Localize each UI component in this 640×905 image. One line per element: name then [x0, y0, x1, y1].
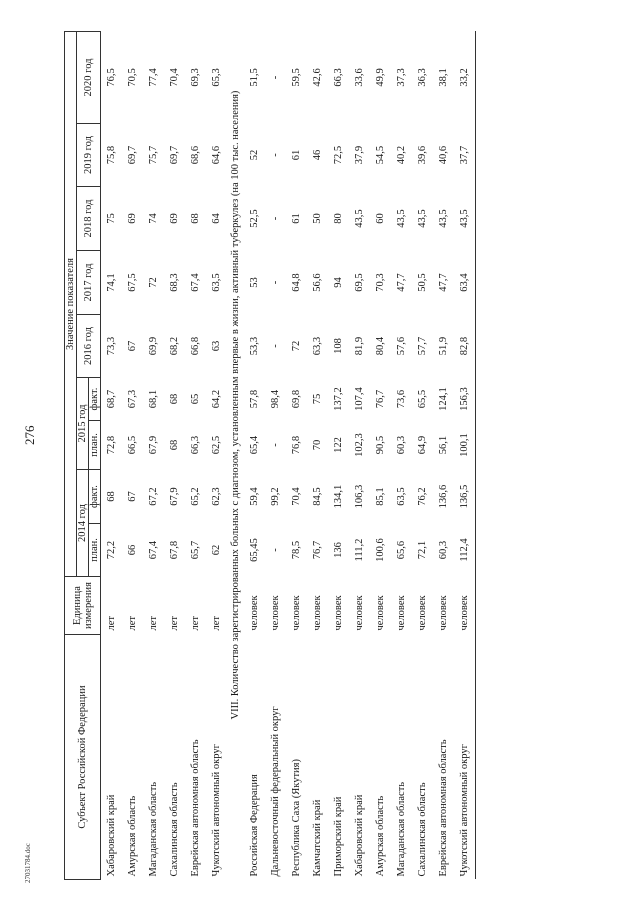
- table-row: [265, 31, 286, 879]
- row-value-cell: 99,2: [270, 487, 281, 506]
- row-value-cell: 65,4: [249, 435, 260, 455]
- row-value-cell: 72,2: [106, 540, 117, 560]
- row-value-cell: 67,5: [127, 273, 138, 292]
- row-value-cell: 65,5: [417, 389, 428, 409]
- row-value-cell: 60: [375, 213, 386, 224]
- row-value-cell: 90,5: [375, 435, 386, 455]
- document-code: 27031784.doc: [24, 843, 32, 883]
- row-unit: человек: [396, 595, 407, 631]
- row-value-cell: 51,5: [249, 68, 260, 87]
- row-subject-name: Хабаровский край: [106, 794, 117, 877]
- row-value-cell: 81,9: [354, 336, 365, 356]
- row-subject-name: Хабаровский край: [354, 794, 365, 877]
- row-subject-name: Амурская область: [127, 795, 138, 877]
- section-row: [227, 31, 244, 879]
- row-value-cell: 72,8: [106, 435, 117, 455]
- row-value-cell: 112,4: [454, 524, 476, 577]
- row-value-cell: 37,3: [396, 68, 407, 87]
- row-unit: человек: [438, 595, 449, 631]
- row-value-cell: 69,8: [291, 389, 302, 409]
- row-value-cell: 136,6: [438, 484, 449, 509]
- row-value-cell: 62,5: [211, 435, 222, 455]
- row-value-cell: 49,9: [375, 68, 386, 87]
- row-value-cell: 56,6: [312, 273, 323, 292]
- row-value-cell: 65,3: [211, 68, 222, 87]
- row-value-cell: 38,1: [438, 68, 449, 87]
- table-row: [101, 31, 123, 879]
- row-value-cell: 64,2: [211, 389, 222, 409]
- row-value-cell: 68: [169, 439, 180, 451]
- row-value-cell: 61: [291, 149, 302, 161]
- row-value-cell: 50,5: [417, 273, 428, 292]
- row-value-cell: 94: [333, 277, 344, 288]
- table-row: [349, 31, 370, 879]
- header-2017: 2017 год: [77, 251, 101, 315]
- table-row: [122, 31, 143, 879]
- row-value-cell: 98,4: [270, 389, 281, 409]
- row-value-cell: 67: [127, 491, 138, 502]
- rotated-table-container: [64, 32, 504, 880]
- row-value-cell: 68,2: [169, 336, 180, 356]
- table-row: [433, 31, 454, 879]
- row-unit: человек: [249, 595, 260, 631]
- row-value-cell: 76,7: [375, 389, 386, 409]
- row-value-cell: 73,6: [396, 389, 407, 409]
- row-value-cell: 64: [211, 213, 222, 224]
- row-value-cell: -: [270, 216, 281, 221]
- row-value-cell: 67,8: [169, 540, 180, 560]
- row-value-cell: 70,4: [291, 487, 302, 506]
- row-subject-name: Республика Саха (Якутия): [291, 759, 302, 877]
- row-subject-name: Приморский край: [333, 796, 344, 877]
- row-value-cell: 136,5: [454, 470, 476, 524]
- row-value-cell: 124,1: [438, 387, 449, 411]
- header-2014: 2014 год: [77, 470, 89, 577]
- row-value-cell: 62,3: [211, 487, 222, 506]
- header-2018: 2018 год: [77, 187, 101, 251]
- row-value-cell: 72,5: [333, 145, 344, 165]
- page-number: 276: [22, 425, 37, 445]
- row-subject-name: Еврейская автономная область: [438, 739, 449, 877]
- row-value-cell: 76,7: [312, 540, 323, 560]
- row-value-cell: 43,5: [417, 209, 428, 228]
- row-unit: человек: [333, 595, 344, 631]
- row-value-cell: 59,4: [249, 487, 260, 506]
- row-value-cell: 68,7: [106, 389, 117, 409]
- row-value-cell: 63,5: [211, 273, 222, 292]
- row-subject-name: Сахалинская область: [417, 782, 428, 877]
- row-value-cell: -: [270, 280, 281, 285]
- row-value-cell: 122: [333, 437, 344, 453]
- row-value-cell: 63,4: [454, 251, 476, 315]
- row-value-cell: 64,9: [417, 435, 428, 455]
- row-value-cell: 65,6: [396, 540, 407, 560]
- row-value-cell: 68: [106, 491, 117, 502]
- row-value-cell: 46: [312, 149, 323, 161]
- row-value-cell: 108: [333, 338, 344, 354]
- row-value-cell: 37,9: [354, 145, 365, 165]
- row-value-cell: 36,3: [417, 68, 428, 87]
- row-value-cell: 74,1: [106, 273, 117, 292]
- row-value-cell: 65: [190, 393, 201, 405]
- table-row: [412, 31, 433, 879]
- row-value-cell: 39,6: [417, 145, 428, 165]
- row-value-cell: 52: [249, 149, 260, 161]
- row-value-cell: 67: [127, 340, 138, 352]
- row-unit: лет: [148, 616, 159, 631]
- row-value-cell: 75,8: [106, 145, 117, 165]
- row-value-cell: 106,3: [354, 484, 365, 509]
- row-value-cell: 77,4: [148, 68, 159, 87]
- row-value-cell: 63,5: [396, 487, 407, 506]
- row-value-cell: 84,5: [312, 487, 323, 506]
- table-body: [101, 31, 476, 879]
- row-value-cell: 69: [127, 213, 138, 224]
- row-value-cell: 75: [312, 393, 323, 405]
- row-value-cell: -: [270, 548, 281, 552]
- row-value-cell: 68: [169, 393, 180, 405]
- row-value-cell: 73,3: [106, 336, 117, 356]
- row-value-cell: 74: [148, 213, 159, 224]
- row-value-cell: 69,3: [190, 68, 201, 87]
- row-value-cell: 75,7: [148, 145, 159, 165]
- row-value-cell: 72,1: [417, 540, 428, 560]
- row-subject-name: Камчатский край: [312, 799, 323, 877]
- row-subject-name: Российская Федерация: [249, 774, 260, 877]
- header-2016: 2016 год: [77, 315, 101, 378]
- row-value-cell: 65,2: [190, 487, 201, 506]
- row-unit: человек: [291, 595, 302, 631]
- row-value-cell: 69,5: [354, 273, 365, 292]
- row-value-cell: 68: [190, 213, 201, 224]
- table-row: [244, 31, 265, 879]
- table-row: [164, 31, 185, 879]
- row-value-cell: 63: [211, 340, 222, 352]
- row-value-cell: 134,1: [333, 484, 344, 509]
- row-value-cell: 47,7: [438, 273, 449, 292]
- row-value-cell: 47,7: [396, 273, 407, 292]
- header-2014-fact: факт.: [89, 470, 101, 524]
- row-value-cell: 70,5: [127, 68, 138, 87]
- row-value-cell: 100,1: [454, 421, 476, 470]
- row-value-cell: 69: [169, 213, 180, 224]
- row-subject-name: Чукотский автономный округ: [454, 635, 476, 880]
- row-unit: человек: [417, 595, 428, 631]
- table-row: [307, 31, 328, 879]
- row-value-cell: 72: [291, 340, 302, 352]
- row-unit: человек: [454, 577, 476, 635]
- row-value-cell: 67,3: [127, 389, 138, 409]
- row-value-cell: 76,5: [106, 68, 117, 87]
- row-subject-name: Еврейская автономная область: [190, 739, 201, 877]
- row-value-cell: 33,2: [454, 31, 476, 123]
- row-subject-name: Сахалинская область: [169, 782, 180, 877]
- row-value-cell: 40,6: [438, 145, 449, 165]
- row-value-cell: 53,3: [249, 336, 260, 356]
- table-row: [206, 31, 227, 879]
- row-value-cell: 61: [291, 213, 302, 224]
- row-value-cell: 64,6: [211, 145, 222, 165]
- row-value-cell: 37,7: [454, 124, 476, 187]
- row-unit: человек: [312, 595, 323, 631]
- row-unit: лет: [127, 616, 138, 631]
- header-2015: 2015 год: [77, 378, 89, 470]
- row-value-cell: 107,4: [354, 387, 365, 411]
- row-unit: лет: [211, 616, 222, 631]
- row-value-cell: 69,7: [127, 145, 138, 165]
- row-unit: лет: [190, 616, 201, 631]
- header-subject: Субъект Российской Федерации: [65, 635, 101, 880]
- row-unit: лет: [169, 616, 180, 631]
- row-value-cell: 80: [333, 213, 344, 224]
- row-value-cell: 43,5: [454, 187, 476, 251]
- row-value-cell: 67,4: [190, 273, 201, 292]
- table-row: [143, 31, 164, 879]
- row-value-cell: 67,4: [148, 540, 159, 560]
- row-value-cell: 60,3: [438, 540, 449, 560]
- table-row: [328, 31, 349, 879]
- row-value-cell: 68,6: [190, 145, 201, 165]
- row-unit: лет: [106, 616, 117, 631]
- table-row: [286, 31, 307, 879]
- row-value-cell: 70,3: [375, 273, 386, 292]
- row-value-cell: 76,2: [417, 487, 428, 506]
- row-value-cell: 100,6: [375, 538, 386, 562]
- row-value-cell: -: [270, 344, 281, 348]
- row-value-cell: 57,8: [249, 389, 260, 409]
- row-value-cell: 102,3: [354, 433, 365, 457]
- section-title: VIII. Количество зарегистрированных больных с диагнозом, установленным впервые в жизни, активный туберкулез (на 100 тыс. населения): [230, 90, 241, 720]
- header-2015-plan: план.: [89, 421, 101, 470]
- header-2015-fact: факт.: [89, 378, 101, 421]
- row-value-cell: 66,5: [127, 435, 138, 455]
- row-unit: человек: [375, 595, 386, 631]
- row-value-cell: 51,9: [438, 336, 449, 356]
- row-value-cell: -: [270, 443, 281, 447]
- row-value-cell: -: [270, 75, 281, 80]
- row-value-cell: 68,3: [169, 273, 180, 292]
- row-value-cell: 43,5: [438, 209, 449, 228]
- row-value-cell: 40,2: [396, 145, 407, 165]
- row-value-cell: 111,2: [354, 538, 365, 562]
- row-subject-name: Дальневосточный федеральный округ: [270, 706, 281, 877]
- row-value-cell: 69,9: [148, 336, 159, 356]
- row-value-cell: 66: [127, 544, 138, 556]
- row-value-cell: 65,7: [190, 540, 201, 560]
- row-value-cell: 69,7: [169, 145, 180, 165]
- row-value-cell: 78,5: [291, 540, 302, 560]
- row-value-cell: 62: [211, 544, 222, 556]
- row-value-cell: 57,6: [396, 336, 407, 356]
- row-value-cell: 67,9: [148, 435, 159, 455]
- row-value-cell: 43,5: [354, 209, 365, 228]
- row-value-cell: 65,45: [249, 538, 260, 562]
- table-header: [65, 31, 101, 879]
- row-value-cell: -: [270, 153, 281, 157]
- row-value-cell: 64,8: [291, 273, 302, 292]
- row-value-cell: 50: [312, 213, 323, 224]
- row-value-cell: 80,4: [375, 336, 386, 356]
- row-value-cell: 63,3: [312, 336, 323, 356]
- row-value-cell: 76,8: [291, 435, 302, 455]
- header-value-group: Значение показателя: [65, 31, 77, 576]
- row-subject-name: Амурская область: [375, 795, 386, 877]
- row-unit: человек: [270, 595, 281, 631]
- table-row: [370, 31, 391, 879]
- row-value-cell: 53: [249, 277, 260, 288]
- header-2014-plan: план.: [89, 524, 101, 577]
- row-value-cell: 75: [106, 213, 117, 224]
- row-value-cell: 70: [312, 439, 323, 451]
- row-subject-name: Чукотский автономный округ: [211, 744, 222, 877]
- row-value-cell: 66,8: [190, 336, 201, 356]
- row-value-cell: 67,2: [148, 487, 159, 506]
- row-value-cell: 60,3: [396, 435, 407, 455]
- row-value-cell: 57,7: [417, 336, 428, 356]
- row-value-cell: 136: [333, 542, 344, 558]
- row-value-cell: 43,5: [396, 209, 407, 228]
- row-subject-name: Магаданская область: [148, 781, 159, 877]
- row-value-cell: 42,6: [312, 68, 323, 87]
- row-value-cell: 56,1: [438, 435, 449, 455]
- header-2020: 2020 год: [77, 31, 101, 123]
- row-value-cell: 52,5: [249, 209, 260, 228]
- row-value-cell: 66,3: [190, 435, 201, 455]
- row-value-cell: 68,1: [148, 389, 159, 409]
- row-value-cell: 54,5: [375, 145, 386, 165]
- row-value-cell: 70,4: [169, 68, 180, 87]
- table-row: [391, 31, 412, 879]
- header-unit: Единица измерения: [65, 577, 101, 635]
- row-subject-name: Магаданская область: [396, 781, 407, 877]
- row-value-cell: 59,5: [291, 68, 302, 87]
- row-value-cell: 72: [148, 277, 159, 288]
- row-value-cell: 85,1: [375, 487, 386, 506]
- table-row: [454, 31, 476, 879]
- row-unit: человек: [354, 595, 365, 631]
- row-value-cell: 82,8: [454, 315, 476, 378]
- indicator-table: [64, 31, 476, 880]
- row-value-cell: 156,3: [454, 378, 476, 421]
- row-value-cell: 67,9: [169, 487, 180, 506]
- row-value-cell: 137,2: [333, 387, 344, 411]
- header-2019: 2019 год: [77, 124, 101, 187]
- table-row: [185, 31, 206, 879]
- row-value-cell: 33,6: [354, 68, 365, 87]
- row-value-cell: 66,3: [333, 68, 344, 87]
